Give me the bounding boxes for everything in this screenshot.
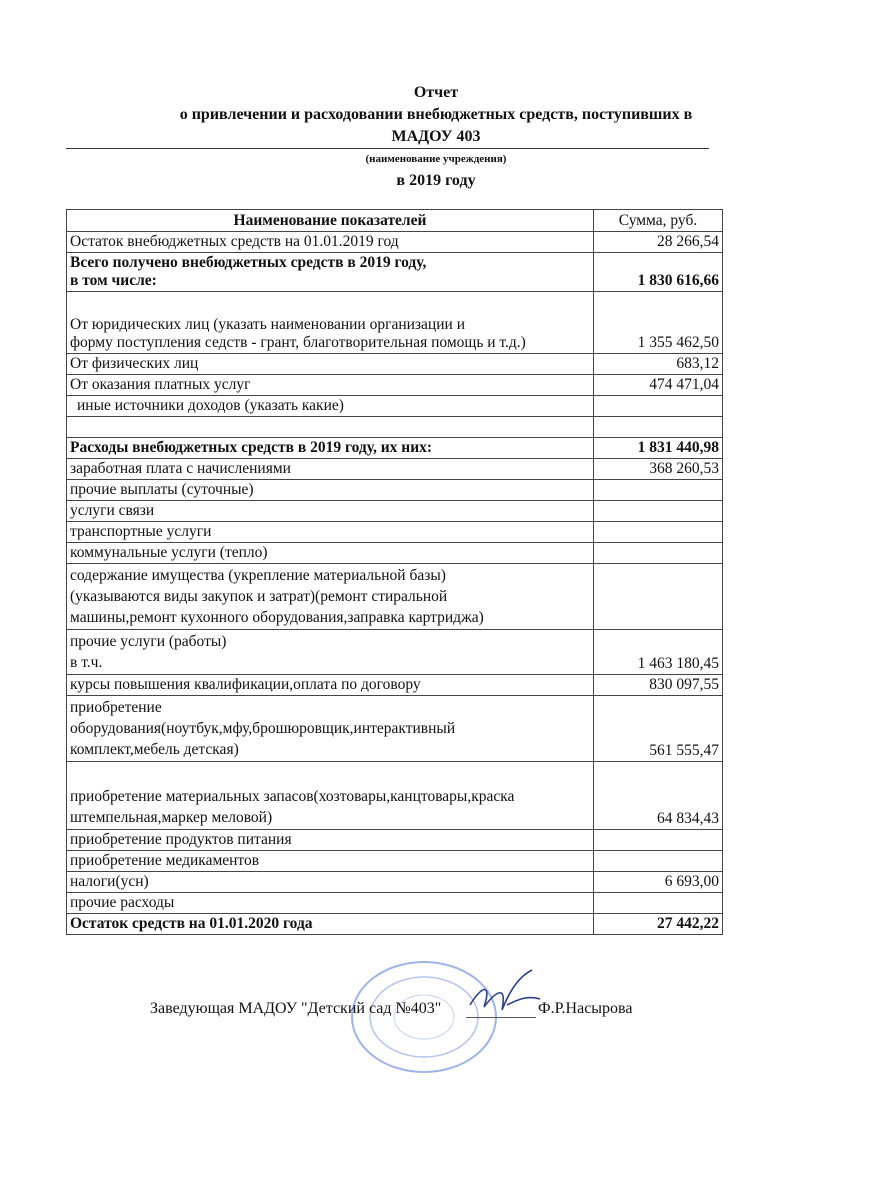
row-label bbox=[67, 417, 594, 438]
column-header-sum: Сумма, руб. bbox=[594, 210, 723, 232]
row-label-line: От оказания платных услуг bbox=[70, 376, 251, 393]
row-label-line: Всего получено внебюджетных средств в 2019 году, bbox=[70, 254, 427, 271]
row-label bbox=[67, 375, 594, 396]
row-sum: 1 830 616,66 bbox=[594, 253, 723, 292]
row-sum: 1 355 462,50 bbox=[594, 292, 723, 354]
row-label bbox=[67, 630, 594, 675]
row-label bbox=[67, 501, 594, 522]
row-label bbox=[67, 232, 594, 253]
table-header-row bbox=[67, 210, 723, 232]
table-row bbox=[67, 375, 723, 396]
row-sum: 683,12 bbox=[594, 354, 723, 375]
row-label-line: прочие услуги (работы) bbox=[70, 633, 227, 650]
report-table bbox=[66, 209, 723, 935]
column-header-name: Наименование показателей bbox=[67, 210, 594, 232]
row-label bbox=[67, 522, 594, 543]
table-row bbox=[67, 630, 723, 675]
row-label-line: От юридических лиц (указать наименовании организации и bbox=[70, 316, 465, 333]
row-label bbox=[67, 914, 594, 935]
row-label bbox=[67, 396, 594, 417]
row-sum: 474 471,04 bbox=[594, 375, 723, 396]
row-label-line: прочие выплаты (суточные) bbox=[70, 481, 254, 498]
table-row bbox=[67, 438, 723, 459]
row-sum bbox=[594, 851, 723, 872]
row-sum bbox=[594, 396, 723, 417]
row-label-line: форму поступления седств - грант, благотворительная помощь и т.д.) bbox=[70, 334, 526, 351]
row-label-line: штемпельная,маркер меловой) bbox=[70, 809, 273, 826]
row-sum: 28 266,54 bbox=[594, 232, 723, 253]
institution-caption: (наименование учреждения) bbox=[365, 153, 507, 165]
table-row bbox=[67, 459, 723, 480]
row-sum: 64 834,43 bbox=[594, 762, 723, 830]
table-row bbox=[67, 893, 723, 914]
row-label-line: приобретение продуктов питания bbox=[70, 831, 292, 848]
institution-underline bbox=[66, 148, 709, 149]
institution-name: МАДОУ 403 bbox=[391, 128, 481, 145]
table-row bbox=[67, 522, 723, 543]
row-label bbox=[67, 438, 594, 459]
row-label-line: приобретение материальных запасов(хозтовары,канцтовары,краска bbox=[70, 788, 515, 805]
table-row bbox=[67, 292, 723, 354]
row-sum: 830 097,55 bbox=[594, 675, 723, 696]
table-row bbox=[67, 354, 723, 375]
row-sum bbox=[594, 417, 723, 438]
row-sum bbox=[594, 830, 723, 851]
row-sum bbox=[594, 893, 723, 914]
row-label bbox=[67, 851, 594, 872]
table-row bbox=[67, 564, 723, 630]
report-subtitle: о привлечении и расходовании внебюджетных средств, поступивших в bbox=[179, 106, 693, 123]
row-sum bbox=[594, 501, 723, 522]
row-label bbox=[67, 893, 594, 914]
row-label-line: Расходы внебюджетных средств в 2019 году, их них: bbox=[70, 439, 433, 456]
row-label bbox=[67, 543, 594, 564]
signer-name: Ф.Р.Насырова bbox=[538, 1000, 633, 1017]
row-label bbox=[67, 675, 594, 696]
row-sum bbox=[594, 543, 723, 564]
row-label bbox=[67, 564, 594, 630]
report-title: Отчет bbox=[413, 84, 459, 101]
table-row bbox=[67, 675, 723, 696]
row-sum: 368 260,53 bbox=[594, 459, 723, 480]
table-row bbox=[67, 543, 723, 564]
row-label bbox=[67, 354, 594, 375]
row-label-line: коммунальные услуги (тепло) bbox=[70, 544, 268, 561]
row-label-line: От физических лиц bbox=[70, 355, 199, 372]
row-label-line: налоги(усн) bbox=[70, 873, 149, 890]
row-sum: 6 693,00 bbox=[594, 872, 723, 893]
row-sum bbox=[594, 480, 723, 501]
row-label bbox=[67, 830, 594, 851]
row-label-line: Остаток внебюджетных средств на 01.01.2019 год bbox=[70, 233, 399, 250]
table-row bbox=[67, 830, 723, 851]
row-label-line: приобретение bbox=[70, 699, 162, 716]
row-label-line: в т.ч. bbox=[70, 654, 103, 671]
row-label bbox=[67, 696, 594, 762]
table-row bbox=[67, 501, 723, 522]
row-label-line: содержание имущества (укрепление материальной базы) bbox=[70, 567, 446, 584]
table-row bbox=[67, 253, 723, 292]
row-label bbox=[67, 480, 594, 501]
table-row bbox=[67, 851, 723, 872]
table-row bbox=[67, 762, 723, 830]
row-label-line: в том числе: bbox=[70, 272, 157, 289]
row-label-line: иные источники доходов (указать какие) bbox=[77, 397, 344, 414]
table-row bbox=[67, 480, 723, 501]
row-label bbox=[67, 292, 594, 354]
row-label bbox=[67, 253, 594, 292]
row-sum bbox=[594, 522, 723, 543]
row-label bbox=[67, 459, 594, 480]
table-row bbox=[67, 914, 723, 935]
row-label-line: курсы повышения квалификации,оплата по договору bbox=[70, 676, 421, 693]
report-year: в 2019 году bbox=[396, 172, 476, 189]
row-sum bbox=[594, 564, 723, 630]
row-label-line: заработная плата с начислениями bbox=[70, 460, 291, 477]
table-row bbox=[67, 872, 723, 893]
table-row bbox=[67, 396, 723, 417]
table-row-empty bbox=[67, 417, 723, 438]
row-label-line: прочие расходы bbox=[70, 894, 175, 911]
row-label-line: Остаток средств на 01.01.2020 года bbox=[70, 915, 313, 932]
row-label-line: машины,ремонт кухонного оборудования,заправка картриджа) bbox=[70, 609, 484, 626]
row-label bbox=[67, 762, 594, 830]
row-label-line: оборудования(ноутбук,мфу,брошюровщик,интерактивный bbox=[70, 720, 456, 737]
table-row bbox=[67, 232, 723, 253]
row-label-line: услуги связи bbox=[70, 502, 155, 519]
row-label-line: приобретение медикаментов bbox=[70, 852, 260, 869]
row-label bbox=[67, 872, 594, 893]
row-label-line: транспортные услуги bbox=[70, 523, 212, 540]
row-sum: 1 463 180,45 bbox=[594, 630, 723, 675]
row-label-line: комплект,мебель детская) bbox=[70, 741, 239, 758]
row-sum: 1 831 440,98 bbox=[594, 438, 723, 459]
table-row bbox=[67, 696, 723, 762]
signer-role: Заведующая МАДОУ "Детский сад №403" bbox=[150, 1000, 442, 1017]
row-label-line: (указываются виды закупок и затрат)(ремонт стиральной bbox=[70, 588, 448, 605]
row-sum: 27 442,22 bbox=[594, 914, 723, 935]
row-sum: 561 555,47 bbox=[594, 696, 723, 762]
